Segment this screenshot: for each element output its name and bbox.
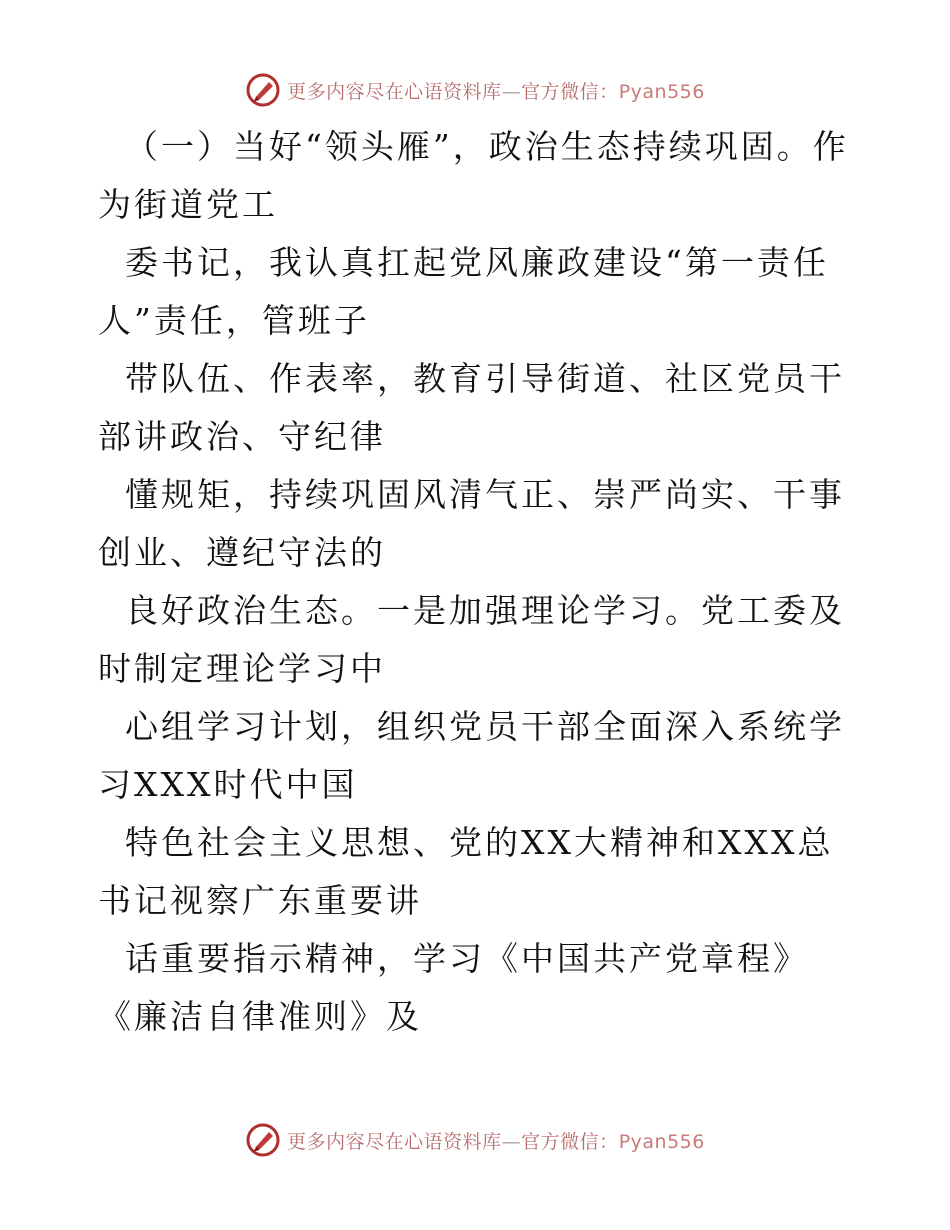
document-body: [98, 118, 858, 1046]
header-banner-suffix: 官方微信：: [521, 80, 619, 103]
footer-banner: [0, 1120, 950, 1160]
body-paragraph: 话重要指示精神，学习《中国共产党章程》《廉洁自律准则》及: [98, 939, 809, 1036]
footer-banner-wechat-id: Pyan556: [618, 1130, 705, 1153]
header-banner-text: [287, 77, 705, 104]
body-paragraph: 心组学习计划，组织党员干部全面深入系统学习XXX时代中国: [98, 707, 845, 804]
body-paragraph: 特色社会主义思想、党的XX大精神和XXX总书记视察广东重要讲: [98, 823, 834, 920]
header-banner-wechat-id: Pyan556: [618, 80, 705, 103]
pen-nib-logo-icon: [245, 1122, 281, 1158]
body-paragraph: 带队伍、作表率，教育引导街道、社区党员干部讲政治、守纪律: [98, 359, 845, 456]
header-banner-title: 更多内容尽在心语资料库: [287, 80, 502, 103]
body-paragraph: （一）当好“领头雁”，政治生态持续巩固。作为街道党工: [98, 127, 849, 224]
body-paragraph: 委书记，我认真扛起党风廉政建设“第一责任人”责任，管班子: [98, 243, 829, 340]
header-banner-separator: —: [501, 80, 522, 103]
footer-banner-separator: —: [501, 1130, 522, 1153]
body-paragraph: 良好政治生态。一是加强理论学习。党工委及时制定理论学习中: [98, 591, 845, 688]
footer-banner-title: 更多内容尽在心语资料库: [287, 1130, 502, 1153]
footer-banner-text: [287, 1127, 705, 1154]
header-banner: [0, 70, 950, 110]
body-paragraph: 懂规矩，持续巩固风清气正、崇严尚实、干事创业、遵纪守法的: [98, 475, 845, 572]
footer-banner-suffix: 官方微信：: [521, 1130, 619, 1153]
pen-nib-logo-icon: [245, 72, 281, 108]
